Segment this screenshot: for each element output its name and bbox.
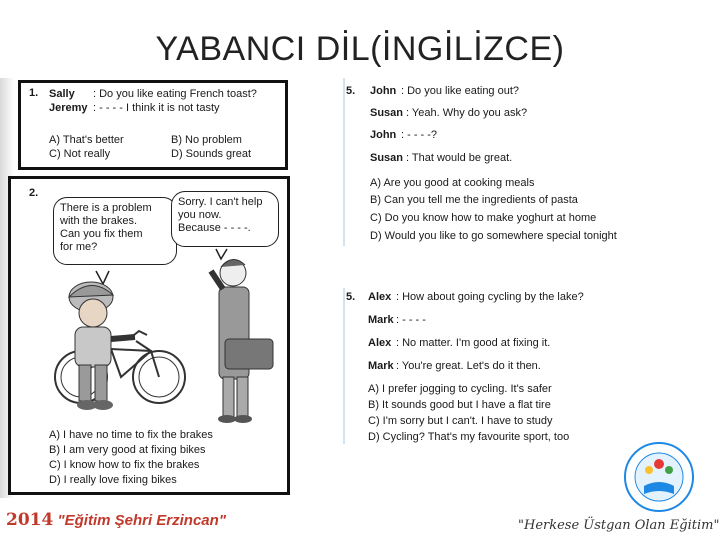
speaker-sally: Sally: [49, 88, 75, 100]
logo-figure-head: [665, 466, 673, 474]
question-1-box: [18, 80, 288, 170]
bubble-line: you now.: [178, 209, 222, 221]
speaker-name: John: [370, 129, 397, 141]
question-number: 2.: [29, 187, 39, 199]
dialogue-line: : You're great. Let's do it then.: [396, 360, 541, 372]
footer-left: [6, 510, 226, 530]
bubble-line: Can you fix them: [60, 228, 143, 240]
speaker-name: Mark: [368, 360, 394, 372]
option-c[interactable]: C) I know how to fix the brakes: [49, 459, 200, 471]
bubble-line: Sorry. I can't help: [178, 196, 263, 208]
speaker-jeremy: Jeremy: [49, 102, 88, 114]
footer-motto: "Herkese Üstgan Olan Eğitim": [518, 518, 720, 533]
dialogue-line: : - - - - I think it is not tasty: [93, 102, 220, 114]
question-number: 1.: [29, 87, 39, 99]
dialogue-line: : That would be great.: [406, 152, 513, 164]
column-divider: [343, 78, 345, 246]
option-d[interactable]: D) Would you like to go somewhere special tonight: [370, 230, 617, 242]
man-figure: [211, 259, 273, 423]
option-b[interactable]: B) It sounds good but I have a flat tire: [368, 399, 551, 411]
question-4-block: [346, 291, 666, 447]
option-a[interactable]: A) I have no time to fix the brakes: [49, 429, 213, 441]
option-c[interactable]: C) Do you know how to make yoghurt at home: [370, 212, 597, 224]
question-3-block: [346, 85, 666, 245]
dialogue-line: : How about going cycling by the lake?: [396, 291, 584, 303]
option-a[interactable]: A) That's better: [49, 134, 124, 146]
option-b[interactable]: B) No problem: [171, 134, 242, 146]
option-d[interactable]: D) I really love fixing bikes: [49, 474, 177, 486]
option-b[interactable]: B) I am very good at fixing bikes: [49, 444, 206, 456]
bubble-line: There is a problem: [60, 202, 152, 214]
question-2-box: [8, 176, 290, 495]
cartoon-illustration: [11, 179, 287, 429]
footer-slogan: "Eğitim Şehri Erzincan": [57, 512, 226, 529]
dialogue-line: : No matter. I'm good at fixing it.: [396, 337, 551, 349]
logo-figure-head: [645, 466, 653, 474]
speaker-name: Alex: [368, 291, 392, 303]
dialogue-line: : Yeah. Why do you ask?: [406, 107, 528, 119]
speaker-name: John: [370, 85, 397, 97]
speaker-name: Susan: [370, 107, 404, 119]
option-c[interactable]: C) Not really: [49, 148, 111, 160]
option-c[interactable]: C) I'm sorry but I can't. I have to study: [368, 415, 553, 427]
dialogue-line: : Do you like eating out?: [401, 85, 520, 97]
speaker-name: Mark: [368, 314, 394, 326]
speaker-name: Susan: [370, 152, 404, 164]
option-a[interactable]: A) Are you good at cooking meals: [370, 177, 535, 189]
dialogue-line: : - - - -: [396, 314, 426, 326]
question-number: 5.: [346, 85, 356, 97]
boy-figure: [69, 282, 135, 410]
option-b[interactable]: B) Can you tell me the ingredients of pasta: [370, 194, 578, 206]
page-title: YABANCI DİL(İNGİLİZCE): [155, 30, 565, 68]
dialogue-line: : Do you like eating French toast?: [93, 88, 257, 100]
dialogue-line: : - - - -?: [401, 129, 438, 141]
column-divider: [343, 288, 345, 444]
bubble-line: for me?: [60, 241, 98, 253]
speaker-name: Alex: [368, 337, 392, 349]
logo-figure-head: [654, 459, 664, 469]
education-directorate-logo: [622, 440, 696, 514]
option-a[interactable]: A) I prefer jogging to cycling. It's safer: [368, 383, 552, 395]
question-number: 5.: [346, 291, 356, 303]
footer-year: 2014: [6, 510, 54, 530]
option-d[interactable]: D) Cycling? That's my favourite sport, too: [368, 431, 570, 443]
bubble-line: with the brakes.: [60, 215, 138, 227]
bubble-line: Because - - - -.: [178, 222, 251, 234]
option-d[interactable]: D) Sounds great: [171, 148, 252, 160]
